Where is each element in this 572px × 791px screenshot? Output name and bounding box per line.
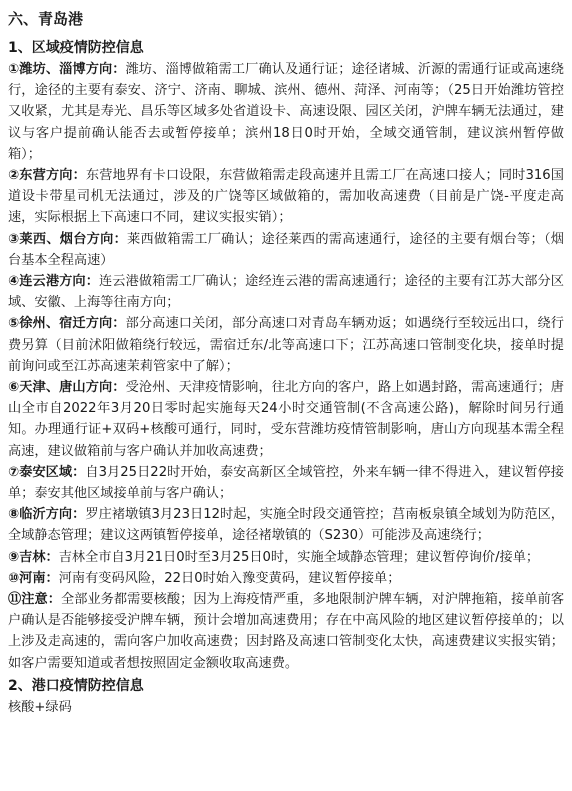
item-text: 全部业务都需要核酸；因为上海疫情严重，多地限制沪牌车辆，对沪牌拖箱，接单前客户确认是否能够接受沪牌车辆，预计会增加高速费用；存在中高风险的地区建议暂停接单的；以上涉及走高速的，需向客户加收高速费；因封路及高速口管制变化太快，高速费建议实报实销；如客户需要知道或者想按照固定金额收取高速费。 [8,592,565,671]
item-label: ⑤徐州、宿迁方向： [8,316,126,332]
item-text: 吉林全市自3月21日0时至3月25日0时，实施全域静态管理；建议暂停询价/接单； [58,549,540,565]
item-text: 潍坊、淄博做箱需工厂确认及通行证；途径诸城、沂源的需通行证或高速绕行，途径的主要有泰安、济宁、济南、聊城、滨州、德州、菏泽、河南等；（25日开始潍坊管控又收紧，尤其是寿光、昌乐等区域多处省道设卡、高速设限、园区关闭，沪牌车辆无法通过，建议与客户提前确认能否去或暂停接单；滨州18日0时开始，全域交通管制，建议滨州暂停做箱）； [8,62,564,162]
section-2-text: 核酸+绿码 [8,699,72,715]
item-label: ⑨吉林： [8,549,59,565]
item-label: ④连云港方向： [8,274,99,290]
section-2-title: 2、港口疫情防控信息 [8,677,144,694]
item-text: 连云港做箱需工厂确认；途经连云港的需高速通行；途径的主要有江苏大部分区域、安徽、上海等往南方向； [8,274,564,311]
item-text: 罗庄褚墩镇3月23日12时起，实施全时段交通管控；莒南板泉镇全域划为防范区，全域静态管理；建议这两镇暂停接单，途径褚墩镇的（S230）可能涉及高速绕行； [8,507,564,544]
item-paragraph [8,313,564,377]
item-text: 河南有变码风险，22日0时始入豫变黄码，建议暂停接单； [58,570,401,586]
item-paragraph [8,59,564,165]
item-label: ⑩河南： [8,570,59,586]
item-label: ⑧临沂方向： [8,507,86,523]
page-title: 六、青岛港 [8,10,84,28]
item-paragraph [8,568,564,589]
item-label: ①潍坊、淄博方向： [8,62,126,77]
item-label: ⑪注意： [8,592,61,608]
item-text: 部分高速口关闭，部分高速口对青岛车辆劝返；如遇绕行至较远出口，绕行费另算（目前沭阳做箱绕行较远，需宿迁东/北等高速口下；江苏高速口管制变化块，接单时提前询问或至江苏高速茉莉管家中了解）； [8,316,564,374]
item-text: 莱西做箱需工厂确认；途径莱西的需高速通行，途径的主要有烟台等；（烟台基本全程高速） [8,231,564,268]
item-label: ⑥天津、唐山方向： [8,380,126,396]
item-label: ②东营方向： [8,168,86,184]
item-paragraph [8,165,564,229]
item-paragraph [8,271,564,313]
item-paragraph [8,547,564,568]
item-paragraph [8,462,564,504]
item-label: ⑦泰安区域： [8,464,86,480]
section-1-title: 1、区域疫情防控信息 [8,40,144,56]
item-text: 自3月25日22时开始，泰安高新区全域管控，外来车辆一律不得进入，建议暂停接单；泰安其他区域接单前与客户确认； [8,464,564,502]
item-label: ③莱西、烟台方向： [8,231,128,247]
item-paragraph [8,377,564,462]
item-text: 东营地界有卡口设限，东营做箱需走段高速并且需工厂在高速口接人；同时316国道设卡带星司机无法通过，涉及的广饶等区域做箱的，需加收高速费（目前是广饶-平度走高速，实际根据上下高速口不同，建议实报实销）； [8,168,564,226]
item-paragraph [8,504,564,546]
item-text: 受沧州、天津疫情影响，往北方向的客户，路上如遇封路，需高速通行；唐山全市自2022年3月20日零时起实施每天24小时交通管制(不含高速公路)，解除时间另行通知。办理通行证+双码+核酸可通行，同时，受东营潍坊疫情管制影响，唐山方向现基本需全程高速，建议做箱前与客户确认并加收高速费； [8,380,564,459]
item-paragraph [8,229,564,271]
item-paragraph [8,589,564,674]
